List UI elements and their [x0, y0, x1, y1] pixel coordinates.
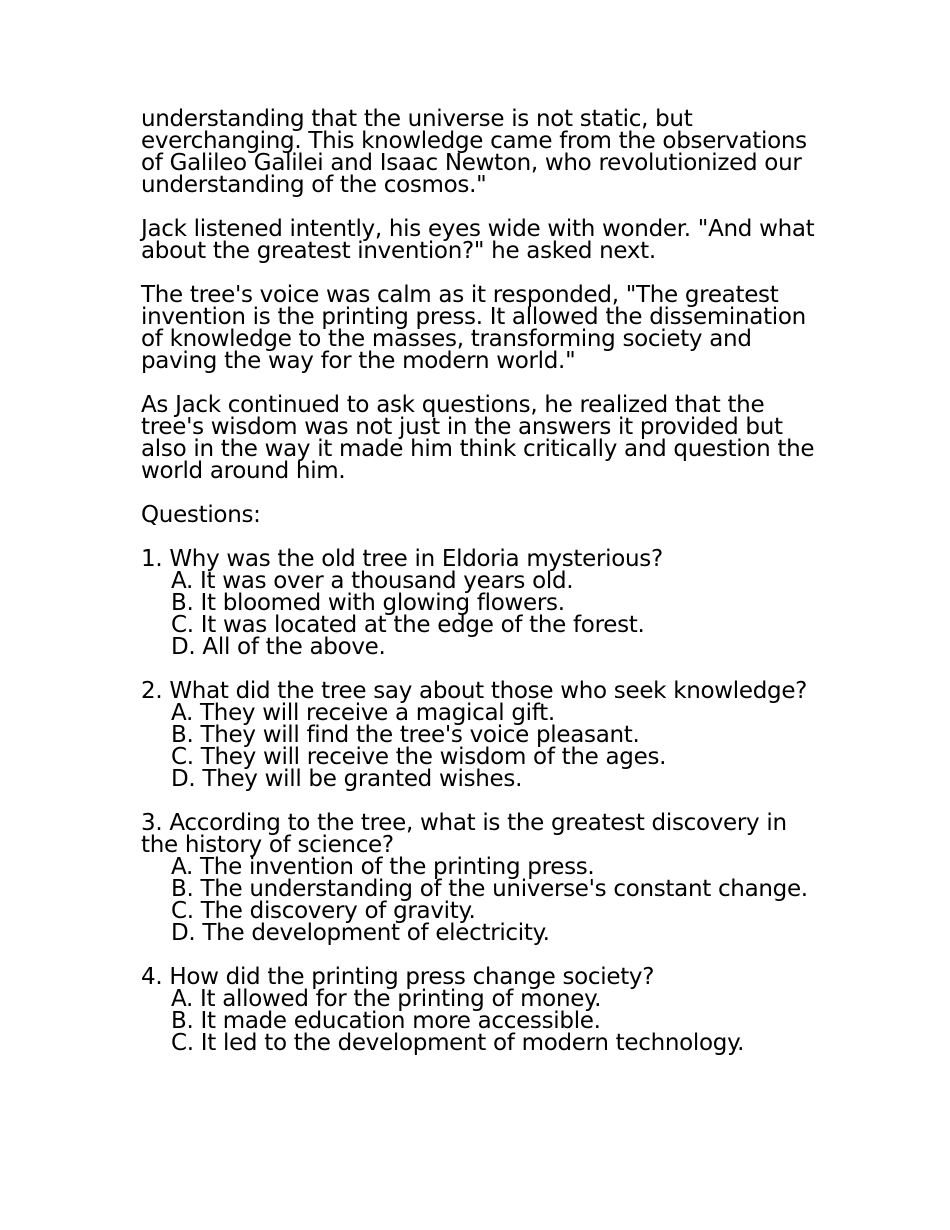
question-4 [141, 966, 821, 1054]
answer-option: B. It made education more accessible. [171, 1008, 601, 1034]
answer-option: C. It led to the development of modern technology. [171, 1030, 745, 1056]
story-paragraph: understanding that the universe is not static, but everchanging. This knowledge came from the observations of Galileo Galilei and Isaac Newton, who revolutionized our understanding of the cosmos." [141, 106, 807, 198]
answer-option: C. They will receive the wisdom of the ages. [171, 744, 667, 770]
answer-option: C. It was located at the edge of the forest. [171, 612, 645, 638]
answer-option: A. It was over a thousand years old. [171, 568, 574, 594]
answer-option: B. They will find the tree's voice pleasant. [171, 722, 640, 748]
story-paragraph: As Jack continued to ask questions, he realized that the tree's wisdom was not just in the answers it provided but also in the way it made him think critically and question the world around him. [141, 392, 815, 484]
story-paragraph: Jack listened intently, his eyes wide with wonder. "And what about the greatest invention?" he asked next. [141, 216, 815, 264]
answer-option: D. All of the above. [171, 634, 386, 660]
answer-option: A. They will receive a magical gift. [171, 700, 555, 726]
story-paragraph: The tree's voice was calm as it responded, "The greatest invention is the printing press. It allowed the dissemination of knowledge to the masses, transforming society and paving the way for the modern world." [141, 282, 806, 374]
answer-option: D. They will be granted wishes. [171, 766, 523, 792]
question-3 [141, 812, 821, 944]
answer-option: A. The invention of the printing press. [171, 854, 595, 880]
question-1 [141, 548, 821, 658]
question-text: 4. How did the printing press change society? [141, 964, 655, 990]
questions-heading: Questions: [141, 502, 261, 528]
answer-option: A. It allowed for the printing of money. [171, 986, 602, 1012]
question-text: 2. What did the tree say about those who seek knowledge? [141, 678, 808, 704]
document-page [141, 108, 821, 1076]
question-text: 3. According to the tree, what is the greatest discovery in the history of science? [141, 810, 787, 858]
answer-option: D. The development of electricity. [171, 920, 550, 946]
answer-option: C. The discovery of gravity. [171, 898, 476, 924]
question-2 [141, 680, 821, 790]
question-text: 1. Why was the old tree in Eldoria mysterious? [141, 546, 663, 572]
answer-option: B. It bloomed with glowing flowers. [171, 590, 565, 616]
answer-option: B. The understanding of the universe's constant change. [171, 876, 808, 902]
